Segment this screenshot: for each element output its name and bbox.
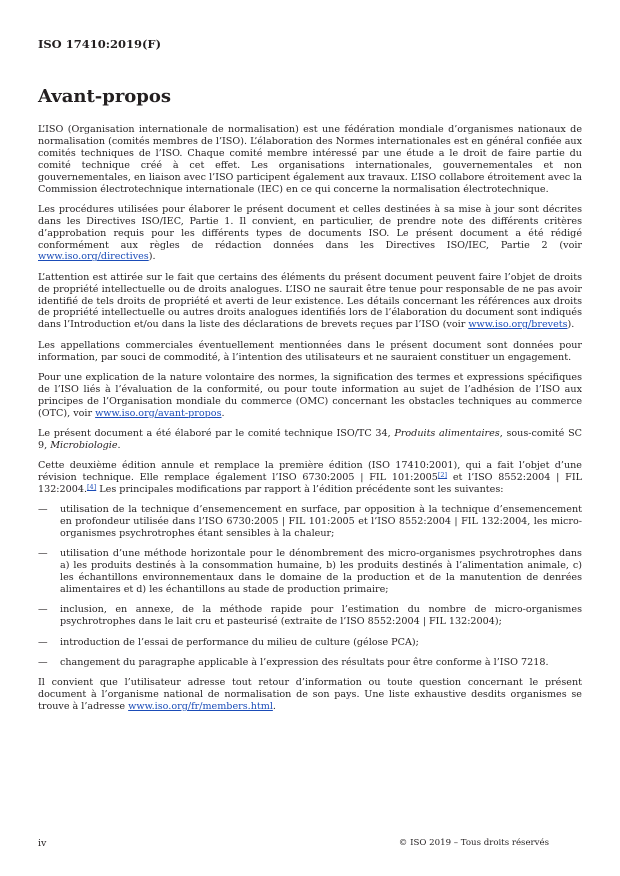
list-item-text: utilisation d’une méthode horizontale pour le dénombrement des micro-organismes psychrotrophes dans a) les produits destinés à la consommation humaine, b) les produits destinés à l’alimentation animale, c) les échantillons environnementaux dans le domaine de la production et de la manutention de denrées alimentaires et d) les échantillons au stade de production primaire; — [60, 548, 582, 596]
paragraph-text: Le présent document a été élaboré par le comité technique ISO/TC 34, — [38, 427, 395, 439]
paragraph-edition — [38, 460, 582, 496]
dash-bullet: — — [38, 504, 48, 516]
list-item-text: inclusion, en annexe, de la méthode rapide pour l’estimation du nombre de micro-organismes psychrotrophes dans le lait cru et pasteurisé (extraite de l’ISO 8552:2004 | FIL 132:2004); — [60, 604, 582, 628]
copyright-notice: © ISO 2019 – Tous droits réservés — [398, 838, 549, 848]
avant-propos-link[interactable]: www.iso.org/avant-propos — [95, 407, 222, 419]
paragraph-text: Pour une explication de la nature volontaire des normes, la signification des termes et expressions spécifiques de l’ISO liés à l’évaluation de la conformité, ou pour toute information au sujet de l’adhésion de l’ISO aux principes de l’Organisation mondiale du commerce (OMC) concernant les obstacles techniques au commerce (OTC), voir — [38, 371, 582, 419]
members-link[interactable]: www.iso.org/fr/members.html — [128, 700, 273, 712]
reference-link-2[interactable]: [2] — [437, 471, 448, 479]
list-item — [38, 637, 582, 649]
paragraph-iso-intro: L’ISO (Organisation internationale de normalisation) est une fédération mondiale d’organismes nationaux de normalisation (comités membres de l’ISO). L’élaboration des Normes internationales est en général confiée aux comités techniques de l’ISO. Chaque comité membre intéressé par une étude a le droit de faire partie du comité technique créé à cet effet. Les organisations internationales, gouvernementales et non gouvernementales, en liaison avec l’ISO participent également aux travaux. L’ISO collabore étroitement avec la Commission électrotechnique internationale (IEC) en ce qui concerne la normalisation électrotechnique. — [38, 124, 582, 195]
list-item — [38, 657, 582, 669]
paragraph-text: Cette deuxième édition annule et remplace la première édition (ISO 17410:2001), qui a fait l’objet d’une révision technique. Elle remplace également l’ISO 6730:2005 | FIL 101:2005 — [38, 460, 582, 483]
dash-bullet: — — [38, 548, 48, 560]
directives-link[interactable]: www.iso.org/directives — [38, 251, 149, 263]
list-item-text: utilisation de la technique d’ensemencement en surface, par opposition à la technique d’ensemencement en profondeur utilisée dans l’ISO 6730:2005 | FIL 101:2005 et l’ISO 8552:2004 | FIL 132:2004, les micro-organismes psychrotrophes étant sensibles à la chaleur; — [60, 504, 582, 540]
paragraph-directives — [38, 204, 582, 264]
subcommittee-name: Microbiologie — [50, 439, 118, 451]
paragraph-text: Les procédures utilisées pour élaborer le présent document et celles destinées à sa mise à jour sont décrites dans les Directives ISO/IEC, Partie 1. Il convient, en particulier, de prendre note des différents critères d’approbation requis pour les différents types de documents ISO. Le présent document a été rédigé conformément aux règles de rédaction données dans les Directives ISO/IEC, Partie 2 (voir — [38, 203, 582, 251]
paragraph-text: et l’ISO 8552:2004 | FIL 132:2004. — [38, 472, 582, 495]
dash-bullet: — — [38, 636, 48, 648]
page-title: Avant-propos — [38, 86, 172, 107]
paragraph-text: Il convient que l’utilisateur adresse tout retour d’information ou toute question concernant le présent document à l’organisme national de normalisation de son pays. Une liste exhaustive desdits organismes se trouve à l’adresse — [38, 677, 582, 712]
committee-name: Produits alimentaires — [394, 427, 500, 439]
paragraph-trade-names: Les appellations commerciales éventuellement mentionnées dans le présent document sont données pour information, par souci de commodité, à l’intention des utilisateurs et ne sauraient constituer un engagement. — [38, 339, 582, 363]
list-item-text: introduction de l’essai de performance du milieu de culture (gélose PCA); — [60, 636, 419, 648]
list-item — [38, 604, 582, 628]
dash-bullet: — — [38, 656, 48, 668]
brevets-link[interactable]: www.iso.org/brevets — [468, 319, 568, 331]
paragraph-text: . — [117, 439, 121, 451]
paragraph-text: , sous-comité SC 9, — [38, 427, 582, 451]
dash-bullet: — — [38, 604, 48, 616]
paragraph-text: . — [221, 407, 225, 419]
reference-link-4[interactable]: [4] — [87, 482, 97, 491]
document-id: ISO 17410:2019(F) — [38, 37, 162, 51]
document-body — [38, 124, 582, 721]
paragraph-committee — [38, 428, 582, 452]
paragraph-patents — [38, 272, 582, 332]
paragraph-feedback — [38, 677, 582, 713]
paragraph-voluntary-nature — [38, 372, 582, 420]
list-item — [38, 504, 582, 540]
paragraph-text: L’attention est attirée sur le fait que certains des éléments du présent document peuvent faire l’objet de droits de propriété intellectuelle ou de droits analogues. L’ISO ne saurait être tenue pour responsable de ne pas avoir identifié de tels droits de propriété et averti de leur existence. Les détails concernant les références aux droits de propriété intellectuelle ou autres droits analogues identifiés lors de l’élaboration du document sont indiqués dans l’Introduction et/ou dans la liste des déclarations de brevets reçues par l’ISO (voir — [38, 271, 582, 331]
changes-list — [38, 504, 582, 669]
paragraph-text: Les principales modifications par rapport à l’édition précédente sont les suivantes: — [96, 483, 504, 495]
list-item — [38, 548, 582, 596]
page-number: iv — [38, 838, 47, 849]
paragraph-text: ). — [567, 319, 575, 331]
paragraph-text: ). — [148, 251, 156, 263]
list-item-text: changement du paragraphe applicable à l’expression des résultats pour être conforme à l’ISO 7218. — [60, 656, 549, 668]
paragraph-text: . — [272, 700, 276, 712]
